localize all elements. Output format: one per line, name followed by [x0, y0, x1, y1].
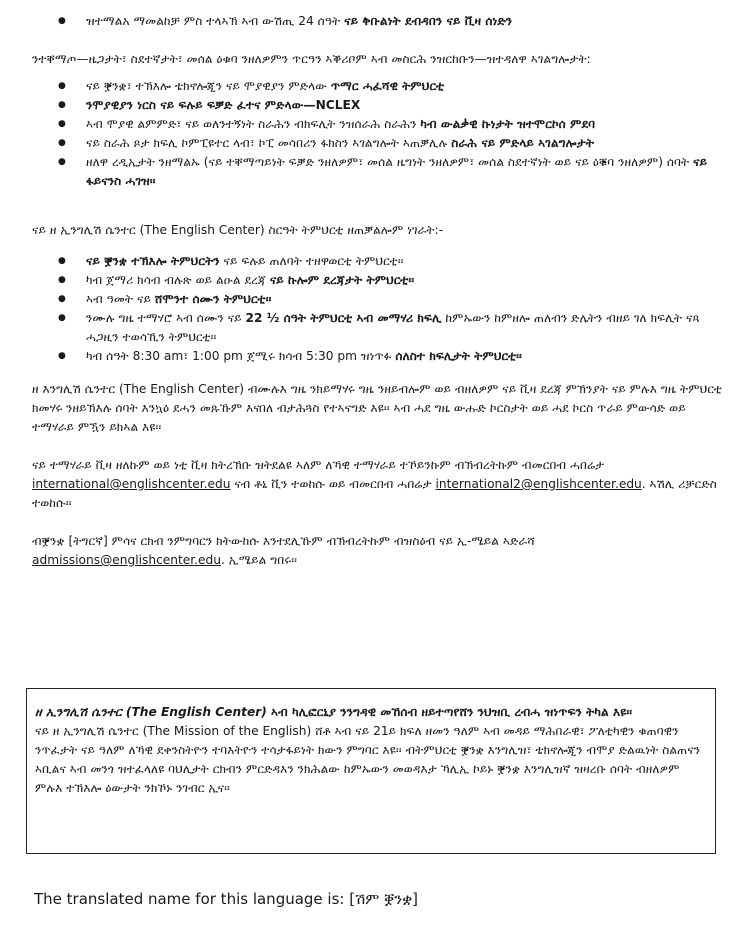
item-bold-text: ሰለስተ ክፍሊታት ትምህርቲ፡፡	[395, 349, 522, 363]
item-bold-text: ናይ ቅቡልነት ደብዳበን ናይ ቪዛ ሰነድን	[344, 14, 513, 28]
mission-body: ናይ ዘ ኢንግሊሽ ሴንተር (The Mission of the English) ሸቶ ኣብ ናይ 21ይ ክፍለ ዘመን ዓለም ኣብ መዳይ ማሕበራዊ፣ ፖለቲካዊን ቁጠባዊን ንጥፈታት ናይ ዓለም ለኻዊ ደቀንስትዮን ተባእትዮን ተሳታፋይነት ክውን ምግባር እዩ፡፡ ብትምህርቲ ቛንቋ እንግሊዝ፣ ቴክኖሎጂን ብሞያ ድልዉነት ስልጠናን ኣቢልና ኣብ መንጎ ዝተፈላለዩ ባህሊታት ርክብን ምርድዳእን ንክሕልው ከምኡውን መወዳእታ ኻሊኢ ኮይኑ ቛንቋ እንግሊዝኛ ዝዛረቡ ሰባት ብዘለዎም ምሉእ ተኽእሎ ዕውታት ንክኾኑ ንገብር ኢና፡፡	[35, 724, 701, 795]
list-item	[32, 134, 722, 153]
list-item	[32, 290, 722, 309]
text: ናብ ቶኒ ቪን ተወከሱ ወይ ብመርበብ ሓበሬታ	[230, 477, 436, 491]
item-text-after: ከምኡውን ከምዘሎ ጠለብን ድሌትን ብዘይ ገለ ክፍሊት ናጻ ሓጋዚን ተወሳኺን ትምህርቲ፡፡	[86, 311, 700, 344]
item-text: ዝተማልአ ማመልከቻ ምስ ተላኣኽ ኣብ ውሽጢ 24 ሰዓት	[86, 14, 345, 28]
item-bold-text: ካብ ውልቃዊ ኩነታት ዝተሞርኮሰ ምደባ	[420, 117, 596, 131]
top-list	[32, 12, 722, 31]
list-item	[32, 271, 722, 290]
item-text: ንሙሉ ግዜ ተማሃሮ ኣብ ሰሙን ናይ	[86, 311, 246, 325]
item-bold-text: ጥማር ሓፈሻዊ ትምህርቲ	[330, 79, 445, 93]
item-text: ካብ ጀማሪ ክሳብ ብሉጽ ወይ ልዑል ደረጃ	[86, 273, 270, 287]
item-text: ኣብ ሞያዊ ልምምድ፣ ናይ ወለንተኝነት ስራሕን ብክፍሊት ንዝሰራሕ ስራሕን	[86, 117, 421, 131]
item-bold-text: ናይ ኩሎም ደረጃታት ትምህርቲ፡፡	[269, 273, 415, 287]
text: . ኢሜይል ግበሩ፡፡	[221, 553, 297, 567]
list-item	[32, 77, 722, 96]
curriculum-list	[32, 252, 722, 366]
international-email-link[interactable]: international@englishcenter.edu	[32, 477, 231, 491]
list-item	[32, 12, 722, 31]
admissions-contact-paragraph	[32, 532, 722, 570]
item-text: ናይ ቛንቋ፣ ተኽእሎ ቴክኖሎጂን ናይ ሞያዊያን ምድላው	[86, 79, 331, 93]
intro-curriculum: ናይ ዘ ኢንግሊሽ ሴንተር (The English Center) ስርዓት ትምህርቲ ዘጠቓልሎም ነገራት:-	[32, 223, 444, 237]
heading-bold: ኣብ ካሊፎርኒያ ንንግዳዊ መኸሰብ ዘይተጣየሸን ንህዝቢ ረብሓ ዝነጥፍን ትካል እዩ፡፡	[266, 705, 633, 719]
list-item	[32, 153, 722, 191]
visa-contact-paragraph	[32, 456, 722, 513]
item-bold-text: ንሞያዊያን ነርስ ናይ ፍሉይ ፍቓድ ፈተና ምድላው—NCLEX	[86, 98, 361, 112]
document-page	[32, 12, 722, 570]
intro-services: ንተቐማጦ—ዜጋታት፣ ስደተኛታት፣ መሰል ዕቁባ ንዘለዎምን ጥርዓን ኣቕሪቦም ኣብ መስርሕ ንዝርከቡን—ዝተዳለዋ ኣገልግሎታት:	[32, 52, 591, 66]
item-text: ካብ ሰዓት 8:30 am፣ 1:00 pm ጀሚሩ ክሳብ 5:30 pm ዝነጥፉ	[86, 349, 396, 363]
item-bold-text: ናይ ፋይናንስ ሓገዝ፡፡	[86, 155, 708, 188]
text: . ኣሽሊ ሪቻርድስ ተወከሱ፡፡	[32, 477, 717, 510]
list-item	[32, 115, 722, 134]
list-item	[32, 96, 722, 115]
admissions-email-link[interactable]: admissions@englishcenter.edu	[32, 553, 221, 567]
list-item	[32, 252, 722, 271]
item-bold-text: ናይ ቛንቋ ተኽእሎ ትምህርትን	[86, 254, 220, 268]
part-time-paragraph: ዘ እንግሊሽ ሴንተር (The English Center) ብሙሉእ ግዜ ንክይማሃሩ ግዜ ንዘይብሎም ወይ ብዘለዎም ናይ ቪዛ ደረጃ ምኽንያት ናይ ምሉእ ግዜ ትምህርቲ ክመሃሩ ንዘይኽእሉ ሰባት እንኳዕ ደሓን መጹኹም እናበለ ብታሕጓስ የተኣናግድ እዩ፡፡ ኣብ ሓደ ግዜ ውሑድ ኮርስታት ወይ ሓደ ኮርስ ጥራይ ምውሳድ ወይ ተማሃራይ ምዃን ይክኣል እዩ፡፡	[32, 382, 722, 434]
list-item	[32, 347, 722, 366]
footer-note	[34, 888, 418, 910]
text: ብቛንቋ [ትግርኛ] ምሳና ርክብ ንምግባርን ክትውከሱ እንተደሊኹም ብኽብረትኩም ብዝስዕብ ናይ ኢ-ሜይል ኣድራሻ	[32, 534, 535, 548]
international2-email-link[interactable]: international2@englishcenter.edu	[435, 477, 642, 491]
heading-italic: ዘ ኢንግሊሽ ሴንተር (The English Center)	[35, 705, 267, 719]
item-text: ናይ ፍሉይ ጠለባት ተዘዋወርቲ ትምህርቲ፡፡	[219, 254, 404, 268]
item-text: ኣብ ዓመት ናይ	[86, 292, 155, 306]
mission-box	[26, 688, 716, 854]
item-text: ዘለዋ ረዲኢታት ንዘማልኡ (ናይ ተቐማጣይነት ፍቓድ ንዘለዎም፣ መሰል ዜግነት ንዘለዎም፣ መሰል ስደተኛነት ወይ ናይ ዕቑባ ንዘለዎም) ሰባት	[86, 155, 694, 169]
item-text: ናይ ስራሕ ጾታ ክፍሊ ኮምፒዩተር ላብ፣ ኮፒ መሳበሪን ፋክስን ኣገልግሎት ኣጠቓሊሉ	[86, 136, 452, 150]
list-item	[32, 309, 722, 347]
services-list	[32, 77, 722, 191]
item-bold-text: ሸሞንተ ሰሙን ትምህርቲ፡፡	[154, 292, 272, 306]
language-name: [ሽም ቛንቋ]	[349, 890, 419, 908]
footer-text: The translated name for this language is:	[34, 890, 350, 908]
item-bold-text: 22 ½ ሰዓት ትምህርቲ ኣብ መማሃሪ ክፍሊ	[245, 311, 442, 325]
item-bold-text: ስራሕ ናይ ምድላይ ኣገልግሎታት	[451, 136, 595, 150]
text: ናይ ተማሃራይ ቪዛ ዘለኩም ወይ ነቲ ቪዛ ክትረኽቡ ዝትደልዩ ኣለም ለኻዊ ተማሃራይ ተኾይንኩም ብኽብረትኩም ብመርበብ ሓበሬታ	[32, 458, 605, 472]
mission-heading	[35, 703, 709, 722]
